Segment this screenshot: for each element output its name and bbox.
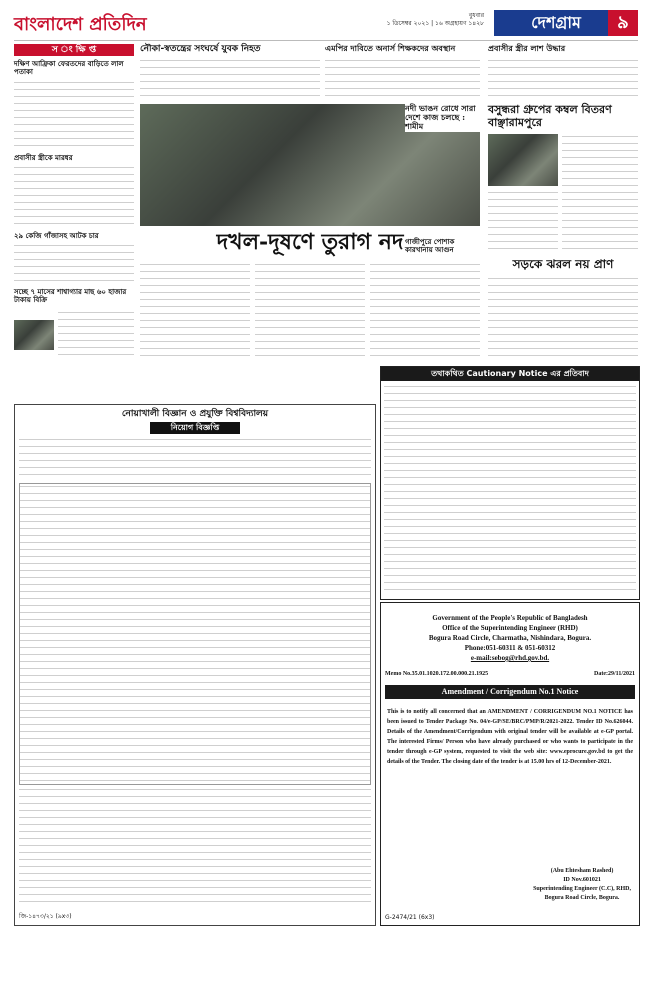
gov-email: e-mail:sebog@rhd.gov.bd. xyxy=(470,654,550,662)
accident-headline: সড়কে ঝরল নয় প্রাণ xyxy=(512,257,614,271)
article-text xyxy=(562,134,638,254)
issue-date: বুধবার ১ ডিসেম্বর ২০২১ | ১৬ অগ্রহায়ণ ১৪২৮ xyxy=(386,12,484,27)
main-headline: দখল-দূষণে তুরাগ নদ xyxy=(216,229,404,255)
article-text xyxy=(370,262,480,362)
amendment-title: Amendment / Corrigendum No.1 Notice xyxy=(385,685,635,699)
newspaper-logo: বাংলাদেশ প্রতিদিন xyxy=(14,14,147,35)
article-text xyxy=(140,262,250,362)
headline-teachers: এমপির দাবিতে অনার্স শিক্ষকদের অবস্থান xyxy=(325,43,456,53)
fish-photo xyxy=(14,320,54,350)
section-title: দেশগ্রাম xyxy=(494,10,618,36)
article-text xyxy=(58,310,134,360)
appointment-notice-ad xyxy=(14,404,376,926)
brief-heading: সচ্ছে ৭ মাসের শাশ্বাগ্যার মাছ ৬০ হাজার টাকায় বিক্রি xyxy=(14,287,127,305)
article-text xyxy=(255,262,365,362)
vacancy-table xyxy=(19,483,371,785)
article-text xyxy=(488,58,638,100)
brief-label: স ং ক্ষি প্ত xyxy=(14,44,134,56)
ad-code: জি-১৪৭৩/২১ (৯x৩) xyxy=(19,913,72,920)
signatory-location: Bogura Road Circle, Bogura. xyxy=(544,895,620,901)
notice-intro xyxy=(19,437,371,481)
signatory-name: (Abu Ehtesham Rashed) xyxy=(550,868,614,874)
article-text xyxy=(14,243,134,283)
notice-subtitle: নিয়োগ বিজ্ঞপ্তি xyxy=(150,422,240,434)
article-text xyxy=(14,165,134,227)
article-text xyxy=(140,58,320,100)
memo-date: Date:29/11/2021 xyxy=(594,671,635,677)
brief-heading: ২৯ কেজি গাঁজাসহ আটক চার xyxy=(14,231,99,240)
article-text xyxy=(488,190,558,254)
memo-number: Memo No.35.01.1020.172.00.000.21.1925 xyxy=(385,671,489,677)
signatory-id: ID Nov.601021 xyxy=(563,877,601,883)
cautionary-notice-ad xyxy=(380,366,640,600)
side-headline: নদী ভাঙন রোধে সারা দেশে কাজ চলছে : শামীম xyxy=(405,104,480,132)
headline-body-recovered: প্রবাসীর স্ত্রীর লাশ উদ্ধার xyxy=(488,43,566,53)
rhd-amendment-ad xyxy=(380,602,640,926)
university-name: নোয়াখালী বিজ্ঞান ও প্রযুক্তি বিশ্ববিদ্যালয় xyxy=(121,409,269,419)
page-number: ৯ xyxy=(608,10,638,36)
gov-line-2: Office of the Superintending Engineer (RHD) xyxy=(442,624,578,632)
gov-phone: Phone:051-60311 & 051-60312 xyxy=(464,644,556,652)
article-text xyxy=(325,58,480,100)
headline-clash: নৌকা-স্বতন্ত্রের সংঘর্ষে যুবক নিহত xyxy=(140,44,261,54)
side-headline-2: গাজীপুরে পোশাক কারখানায় আগুন xyxy=(405,238,480,254)
article-text xyxy=(14,80,134,150)
notice-conditions xyxy=(19,787,371,907)
masthead xyxy=(14,6,638,41)
blanket-photo xyxy=(488,134,558,186)
right-headline: বসুন্ধরা গ্রুপের কম্বল বিতরণ বাঞ্ছারামপুরে xyxy=(488,103,612,129)
notice-body xyxy=(384,384,636,592)
brief-heading: প্রবাসীর স্ত্রীকে মারধর xyxy=(14,153,73,162)
article-text xyxy=(488,276,638,360)
gov-line-1: Government of the People's Republic of Bangladesh xyxy=(432,614,588,622)
notice-title: তথাকথিত Cautionary Notice এর প্রতিবাদ xyxy=(381,367,639,381)
brief-heading: দক্ষিণ আফ্রিকা ফেরতদের বাড়িতে লাল পতাকা xyxy=(14,59,124,77)
amendment-body: This is to notify all concerned that an AMENDMENT / CORRIGENDUM NO.1 NOTICE has been issued to Tender Package No. 04/e-GP/SE/BRC/PMP/R/2021-2022. Tender ID No.626044. Details of the Amendment/Corrigendum with original tender will be available at e-GP portal. The interested Firms/ Person who have already purchased or who wants to participate in the tender through e-GP system, requested to visit the web site: www.eprocure.gov.bd to get the details of the Tender. The closing date of the tender is at 15.00 hrs of 12-December-2021. xyxy=(387,709,633,765)
signatory-role: Superintending Engineer (C.C), RHD, xyxy=(533,886,631,892)
gov-line-3: Bogura Road Circle, Charmatha, Nishindara, Bogura. xyxy=(428,634,592,642)
ad-code: G-2474/21 (6x3) xyxy=(385,914,435,921)
